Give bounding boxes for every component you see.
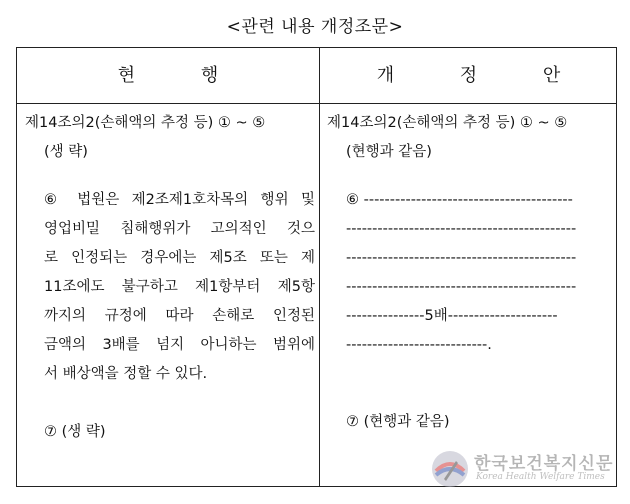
revised-para6-line: ⑥ ---------------------------------------- — [346, 192, 573, 208]
revised-para6-line: -------------------------------------------- — [346, 250, 577, 266]
current-para6-line: ⑥ 법원은 제2조제1호차목의 행위 및 — [44, 192, 315, 208]
revised-column — [327, 109, 613, 437]
header-revised: 개 정 안 — [376, 65, 591, 86]
comparison-table — [16, 47, 617, 487]
current-para6-line: 11조에도 불구하고 제1항부터 제5항 — [44, 279, 315, 295]
watermark-name: 한국보건복지신문 — [474, 454, 614, 474]
current-omitted-note: (생 략) — [44, 144, 88, 160]
header-divider — [17, 103, 616, 104]
revised-para6-line: -------------------------------------------- — [346, 279, 577, 295]
current-para7: ⑦ (생 략) — [44, 424, 106, 440]
revised-article-heading: 제14조의2(손해액의 추정 등) ① ~ ⑤ — [327, 115, 568, 131]
page-title: <관련 내용 개정조문> — [226, 17, 404, 37]
current-para6-line: 영업비밀 침해행위가 고의적인 것으 — [44, 221, 315, 237]
watermark-subtitle: Korea Health Welfare Times — [476, 472, 605, 482]
current-para6-line: 까지의 규정에 따라 손해로 인정된 — [44, 308, 315, 324]
emblem-icon — [430, 449, 470, 489]
current-para6-line: 금액의 3배를 넘지 아니하는 범위에 — [44, 337, 315, 353]
revised-para6-line: ---------------------------. — [346, 337, 492, 353]
current-para6-line: 로 인정되는 경우에는 제5조 또는 제 — [44, 250, 315, 266]
header-current: 현 행 — [117, 65, 249, 86]
column-divider — [319, 48, 320, 486]
revised-para7: ⑦ (현행과 같음) — [346, 414, 450, 430]
revised-same-note: (현행과 같음) — [346, 144, 432, 160]
current-column — [25, 109, 315, 447]
current-para6-line: 서 배상액을 정할 수 있다. — [44, 366, 208, 382]
current-article-heading: 제14조의2(손해액의 추정 등) ① ~ ⑤ — [25, 115, 266, 131]
revised-para6-line: -------------------------------------------- — [346, 221, 577, 237]
watermark-logo — [430, 447, 630, 491]
revised-para6-line: ---------------5배--------------------- — [346, 308, 558, 324]
